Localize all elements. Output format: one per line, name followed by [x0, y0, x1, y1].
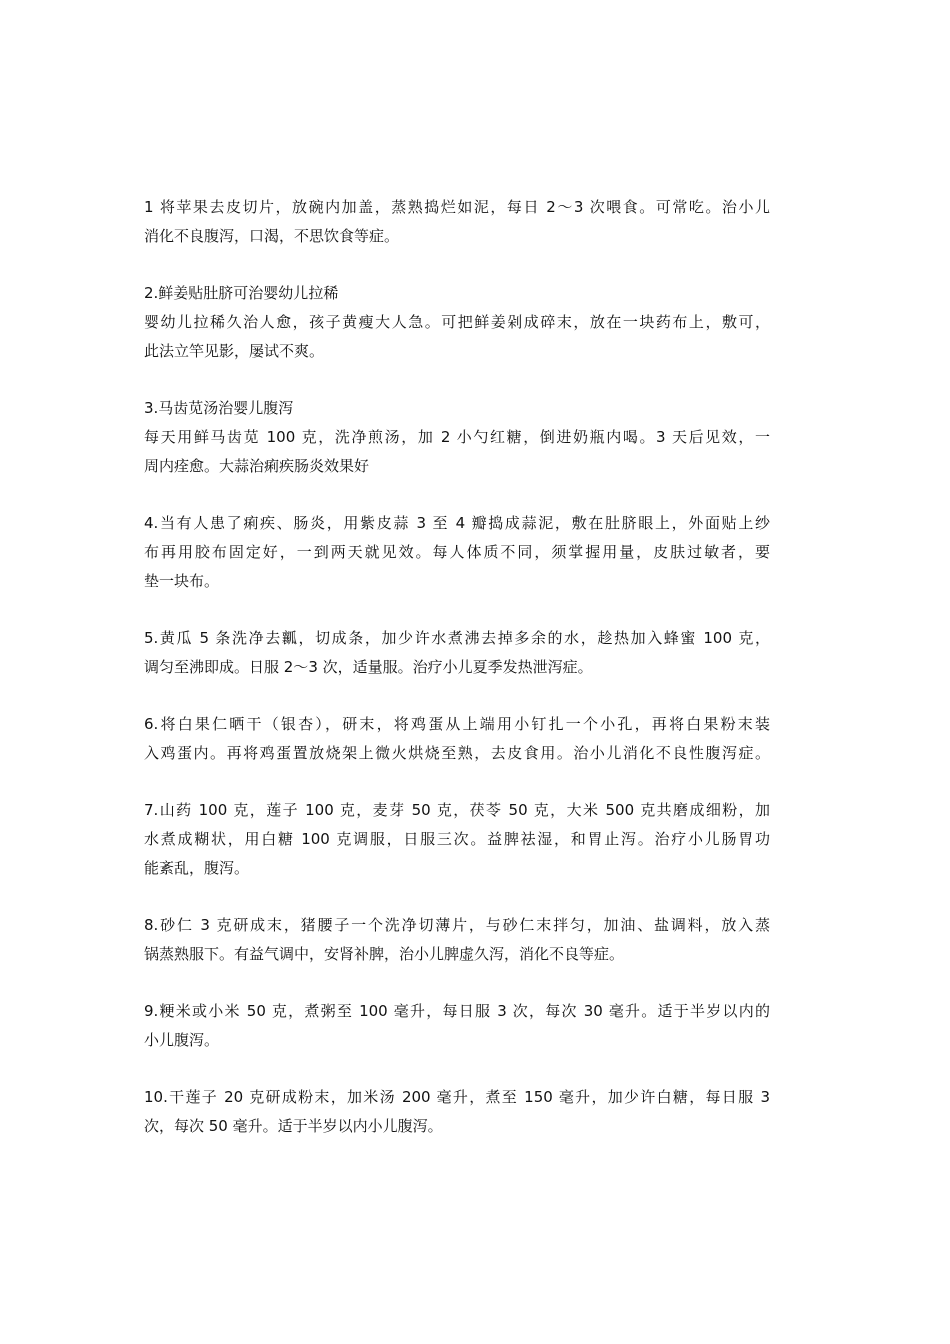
text-line: 8.砂仁 3 克研成末，猪腰子一个洗净切薄片，与砂仁末拌匀，加油、盐调料，放入蒸 [144, 916, 770, 934]
remedy-4 [144, 509, 770, 596]
remedy-7 [144, 796, 770, 883]
remedy-heading: 2.鲜姜贴肚脐可治婴幼儿拉稀 [144, 284, 339, 302]
text-line: 此法立竿见影，屡试不爽。 [144, 342, 325, 360]
text-line: 能紊乱，腹泻。 [144, 859, 250, 877]
text-line: 6.将白果仁晒干（银杏），研末，将鸡蛋从上端用小钉扎一个小孔，再将白果粉末装 [144, 715, 770, 733]
remedy-heading: 3.马齿苋汤治婴儿腹泻 [144, 399, 294, 417]
text-line: 入鸡蛋内。再将鸡蛋置放烧架上微火烘烧至熟，去皮食用。治小儿消化不良性腹泻症。 [144, 744, 770, 762]
remedy-1 [144, 193, 770, 251]
text-line: 次，每次 50 毫升。适于半岁以内小儿腹泻。 [144, 1117, 443, 1135]
document-page [144, 193, 770, 1169]
text-line: 水煮成糊状，用白糖 100 克调服，日服三次。益脾祛湿，和胃止泻。治疗小儿肠胃功 [144, 830, 770, 848]
text-line: 垫一块布。 [144, 572, 220, 590]
text-line: 4.当有人患了痢疾、肠炎，用紫皮蒜 3 至 4 瓣捣成蒜泥，敷在肚脐眼上，外面贴上纱 [144, 514, 770, 532]
remedy-5 [144, 624, 770, 682]
text-line: 7.山药 100 克，莲子 100 克，麦芽 50 克，茯苓 50 克，大米 500 克共磨成细粉，加 [144, 801, 770, 819]
text-line: 调匀至沸即成。日服 2～3 次，适量服。治疗小儿夏季发热泄泻症。 [144, 658, 593, 676]
text-line: 锅蒸熟服下。有益气调中，安肾补脾，治小儿脾虚久泻，消化不良等症。 [144, 945, 625, 963]
text-line: 小儿腹泻。 [144, 1031, 220, 1049]
remedy-8 [144, 911, 770, 969]
text-line: 9.粳米或小米 50 克，煮粥至 100 毫升，每日服 3 次，每次 30 毫升。适于半岁以内的 [144, 1002, 770, 1020]
text-line: 每天用鲜马齿苋 100 克，洗净煎汤，加 2 小勺红糖，倒进奶瓶内喝。3 天后见效，一 [144, 428, 770, 446]
remedy-9 [144, 997, 770, 1055]
remedy-10 [144, 1083, 770, 1141]
text-line: 周内痊愈。大蒜治痢疾肠炎效果好 [144, 457, 370, 475]
text-line: 5.黄瓜 5 条洗净去瓤，切成条，加少许水煮沸去掉多余的水，趁热加入蜂蜜 100 克， [144, 629, 770, 647]
remedy-3 [144, 394, 770, 481]
text-line: 婴幼儿拉稀久治人愈，孩子黄瘦大人急。可把鲜姜剁成碎末，放在一块药布上，敷可， [144, 313, 770, 331]
remedy-2 [144, 279, 770, 366]
remedy-6 [144, 710, 770, 768]
text-line: 1 将苹果去皮切片，放碗内加盖，蒸熟捣烂如泥，每日 2～3 次喂食。可常吃。治小儿 [144, 198, 770, 216]
text-line: 10.干莲子 20 克研成粉末，加米汤 200 毫升，煮至 150 毫升，加少许白糖，每日服 3 [144, 1088, 770, 1106]
text-line: 消化不良腹泻，口渴，不思饮食等症。 [144, 227, 400, 245]
text-line: 布再用胶布固定好，一到两天就见效。每人体质不同，须掌握用量，皮肤过敏者，要 [144, 543, 770, 561]
